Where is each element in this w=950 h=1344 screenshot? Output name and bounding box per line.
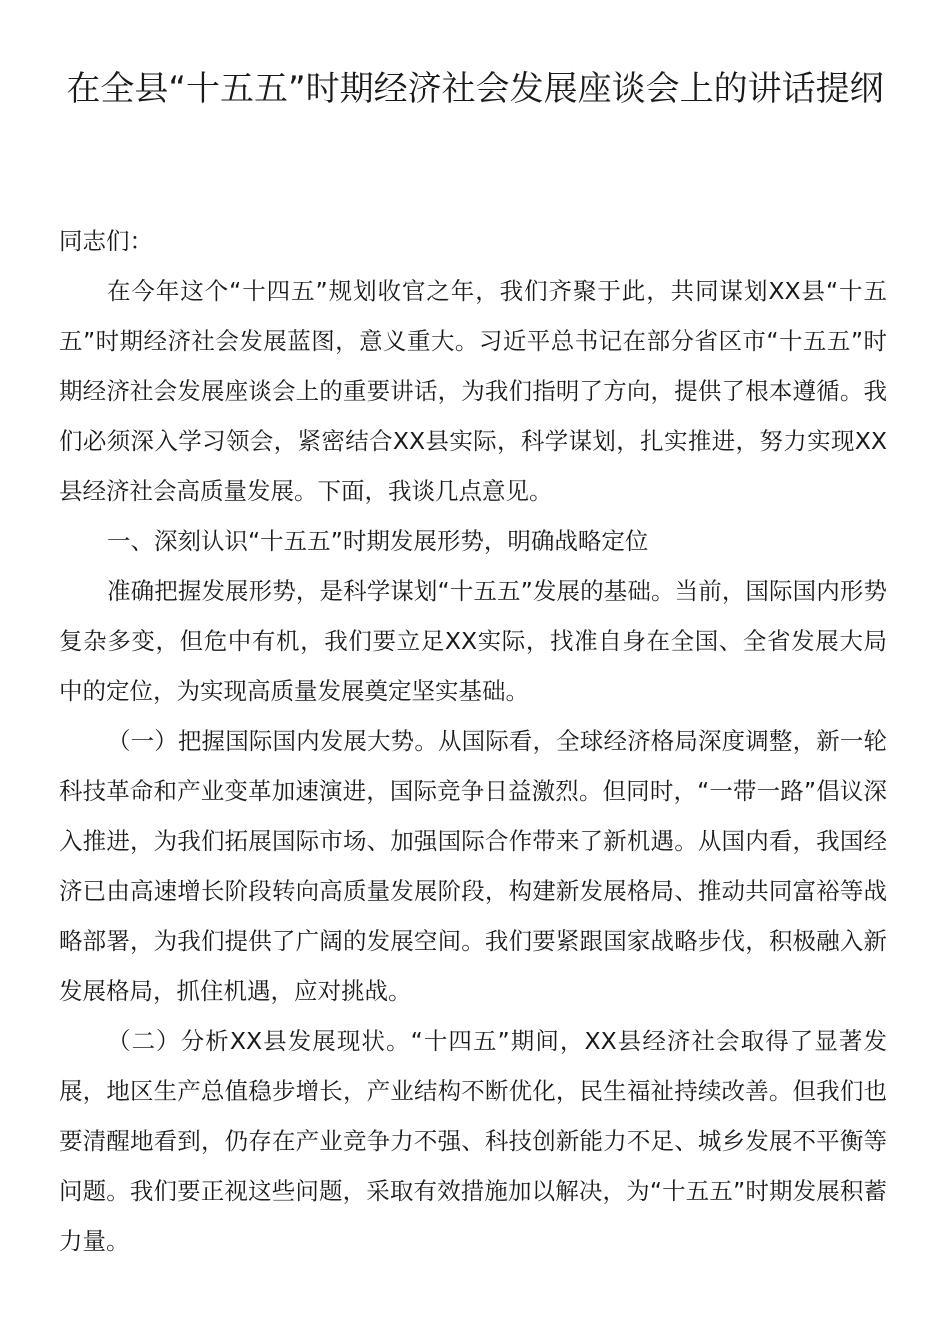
paragraph-subsection-2: （二）分析XX县发展现状。“十四五”期间，XX县经济社会取得了显著发展，地区生产总值稳步增长，产业结构不断优化，民生福祉持续改善。但我们也要清醒地看到，仍存在产业竞争力不强、科技创新能力不足、城乡发展不平衡等问题。我们要正视这些问题，采取有效措施加以解决，为“十五五”时期发展积蓄力量。 (59, 1027, 887, 1255)
section-heading-1: 一、深刻认识“十五五”时期发展形势，明确战略定位 (107, 527, 649, 555)
paragraph-intro: 在今年这个“十四五”规划收官之年，我们齐聚于此，共同谋划XX县“十五五”时期经济社会发展蓝图，意义重大。习近平总书记在部分省区市“十五五”时期经济社会发展座谈会上的重要讲话，为我们指明了方向，提供了根本遵循。我们必须深入学习领会，紧密结合XX县实际，科学谋划，扎实推进，努力实现XX县经济社会高质量发展。下面，我谈几点意见。 (59, 277, 887, 505)
document-body (59, 216, 887, 1266)
paragraph-situation: 准确把握发展形势，是科学谋划“十五五”发展的基础。当前，国际国内形势复杂多变，但危中有机，我们要立足XX实际，找准自身在全国、全省发展大局中的定位，为实现高质量发展奠定坚实基础。 (59, 577, 887, 705)
paragraph-subsection-1: （一）把握国际国内发展大势。从国际看，全球经济格局深度调整，新一轮科技革命和产业变革加速演进，国际竞争日益激烈。但同时，“一带一路”倡议深入推进，为我们拓展国际市场、加强国际合作带来了新机遇。从国内看，我国经济已由高速增长阶段转向高质量发展阶段，构建新发展格局、推动共同富裕等战略部署，为我们提供了广阔的发展空间。我们要紧跟国家战略步伐，积极融入新发展格局，抓住机遇，应对挑战。 (59, 727, 887, 1005)
salutation: 同志们： (59, 227, 153, 255)
document-title: 在全县“十五五”时期经济社会发展座谈会上的讲话提纲 (66, 69, 884, 109)
